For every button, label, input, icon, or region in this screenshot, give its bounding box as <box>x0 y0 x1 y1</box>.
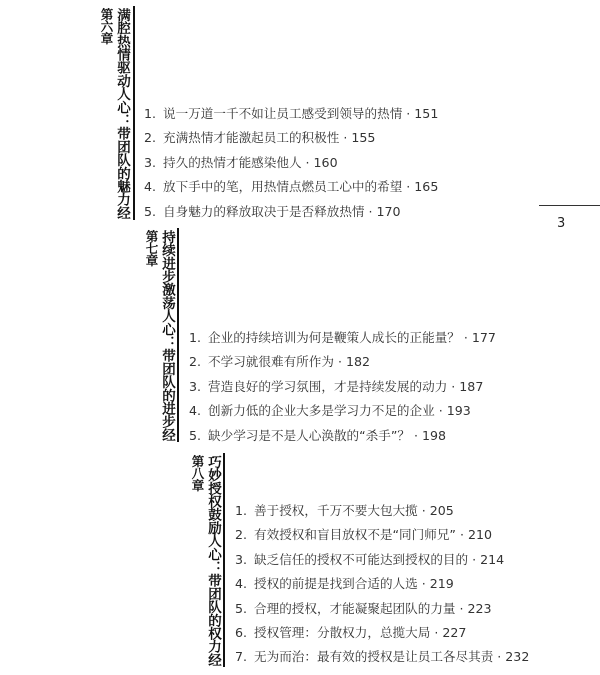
chapter-7-list <box>189 326 496 448</box>
toc-entry[interactable]: 4. 放下手中的笔，用热情点燃员工心中的希望 · 165 <box>144 179 439 195</box>
chapter-7-number: 第七章 <box>144 230 159 266</box>
chapter-6-title: 满腔热情驱动人心：带团队的魅力经 <box>114 8 130 220</box>
toc-entry[interactable]: 6. 授权管理：分散权力，总揽大局 · 227 <box>235 624 467 640</box>
toc-entry[interactable]: 1. 企业的持续培训为何是鞭策人成长的正能量？ · 177 <box>189 330 496 345</box>
toc-entry[interactable]: 7. 无为而治：最有效的授权是让员工各尽其责 · 232 <box>235 649 530 665</box>
chapter-8-divider <box>223 453 225 667</box>
chapter-7-title: 持续进步激荡人心：带团队的进步经 <box>159 230 175 442</box>
chapter-8-list <box>235 499 529 670</box>
toc-entry[interactable]: 4. 创新力低的企业大多是学习力不足的企业 · 193 <box>189 403 471 419</box>
chapter-6-list <box>144 102 438 224</box>
toc-entry[interactable]: 3. 营造良好的学习氛围，才是持续发展的动力 · 187 <box>189 378 484 394</box>
chapter-6-number: 第六章 <box>99 8 114 44</box>
toc-entry[interactable]: 1. 善于授权，千万不要大包大揽 · 205 <box>235 503 454 518</box>
chapter-8-number: 第八章 <box>190 455 205 491</box>
toc-entry[interactable]: 2. 不学习就很难有所作为 · 182 <box>189 354 370 370</box>
page-rule <box>539 205 600 206</box>
page-number: 3 <box>557 216 566 231</box>
toc-entry[interactable]: 2. 有效授权和盲目放权不是“同门师兄” · 210 <box>235 527 493 543</box>
chapter-7-divider <box>177 228 179 442</box>
toc-entry[interactable]: 5. 缺少学习是不是人心涣散的“杀手”？ · 198 <box>189 427 447 443</box>
toc-entry[interactable]: 5. 自身魅力的释放取决于是否释放热情 · 170 <box>144 203 401 219</box>
toc-entry[interactable]: 3. 持久的热情才能感染他人 · 160 <box>144 154 338 170</box>
toc-entry[interactable]: 1. 说一万道一千不如让员工感受到领导的热情 · 151 <box>144 106 439 121</box>
toc-entry[interactable]: 5. 合理的授权，才能凝聚起团队的力量 · 223 <box>235 600 492 616</box>
chapter-8-title: 巧妙授权鼓励人心：带团队的权力经 <box>205 455 221 667</box>
toc-entry[interactable]: 3. 缺乏信任的授权不可能达到授权的目的 · 214 <box>235 551 505 567</box>
toc-entry[interactable]: 4. 授权的前提是找到合适的人选 · 219 <box>235 576 454 592</box>
toc-entry[interactable]: 2. 充满热情才能激起员工的积极性 · 155 <box>144 130 376 146</box>
chapter-6-divider <box>133 6 135 220</box>
